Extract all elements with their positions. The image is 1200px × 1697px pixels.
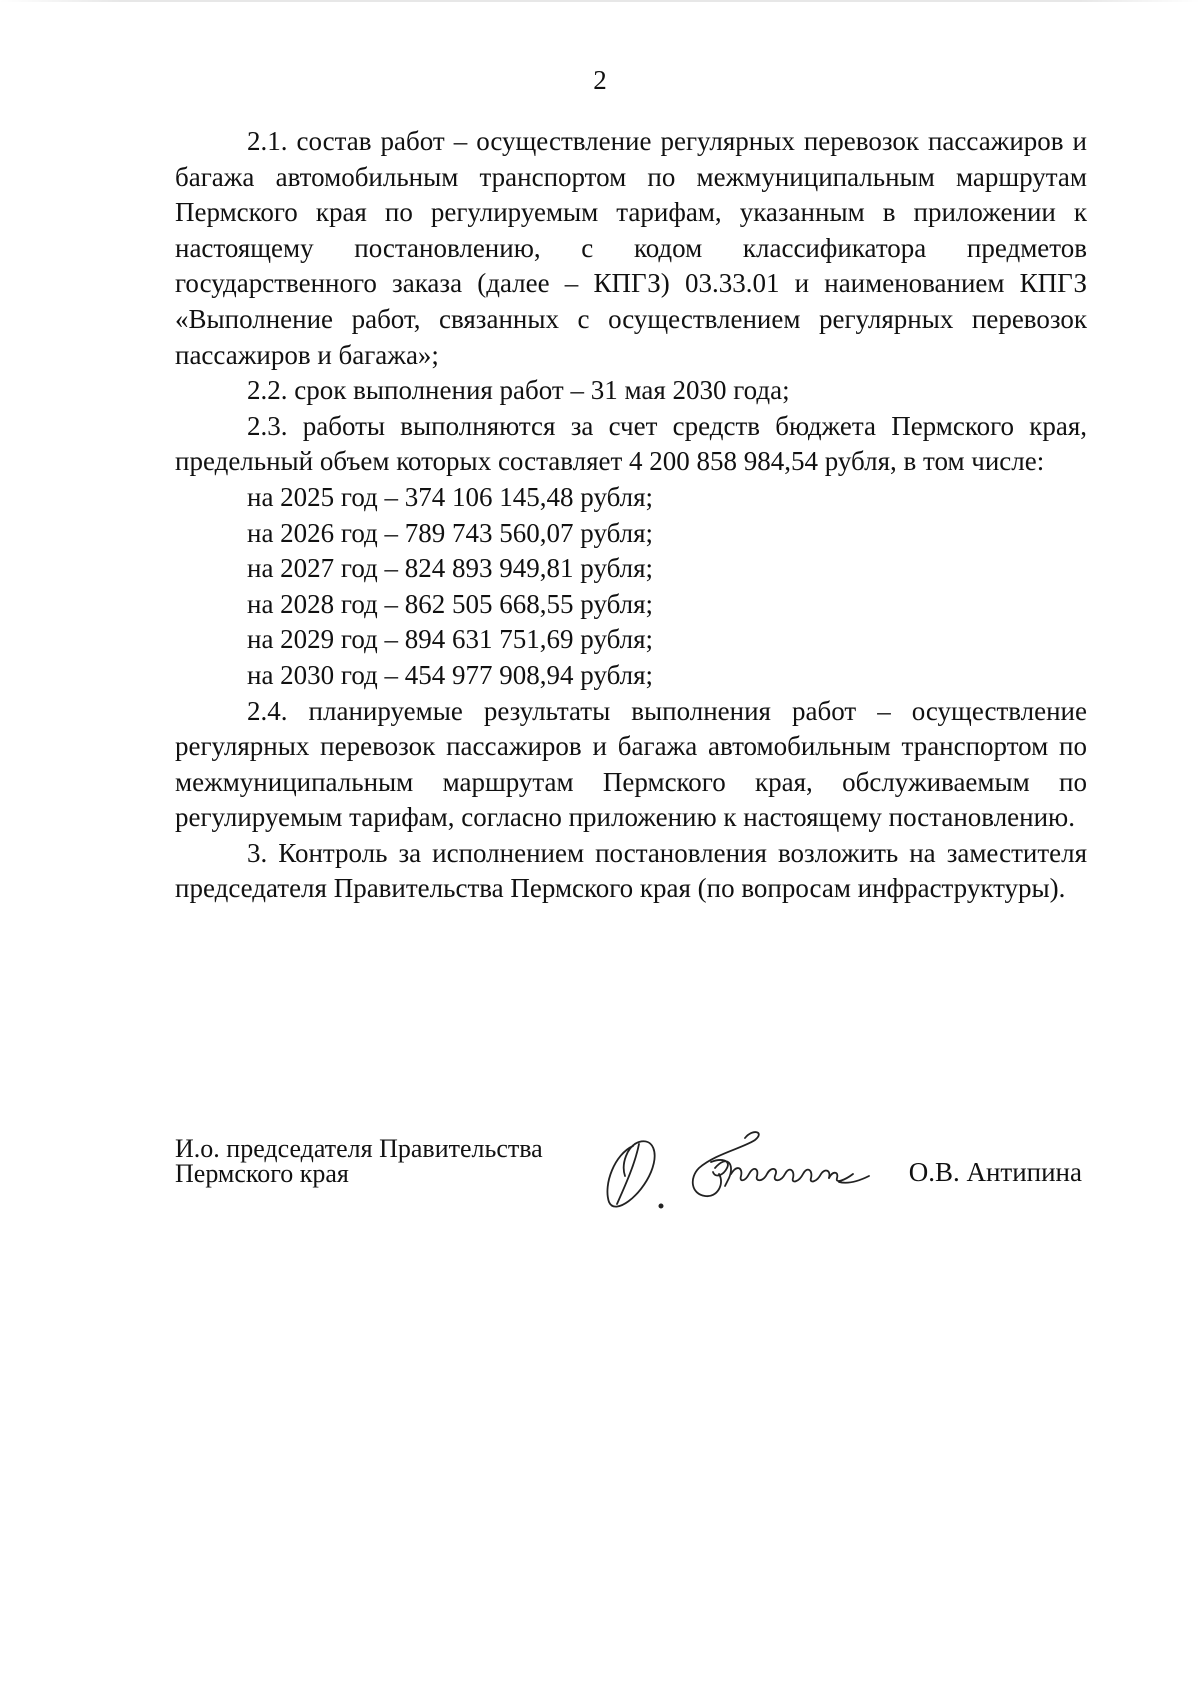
budget-line-2029: на 2029 год – 894 631 751,69 рубля; <box>247 624 654 655</box>
signatory-title-line-1: И.о. председателя Правительства <box>175 1134 543 1163</box>
paragraph-2-3: 2.3. работы выполняются за счет средств бюджета Пермского края, предельный объем которых составляет 4 200 858 984,54 рубля, в том числе: <box>175 410 1087 477</box>
budget-line-2030: на 2030 год – 454 977 908,94 рубля; <box>247 659 654 690</box>
page-number: 2 <box>593 65 607 95</box>
document-body <box>175 124 1087 907</box>
signatory-title <box>175 1136 543 1186</box>
scan-edge <box>0 0 1200 2</box>
budget-line-2027: на 2027 год – 824 893 949,81 рубля; <box>247 553 654 584</box>
budget-line-2026: на 2026 год – 789 743 560,07 рубля; <box>247 517 654 548</box>
paragraph-2-1: 2.1. состав работ – осуществление регулярных перевозок пассажиров и багажа автомобильным транспортом по межмуниципальным маршрутам Пермского края по регулируемым тарифам, указанным в приложении к настоящему постановлению, с кодом классификатора предметов государственного заказа (далее – КПГЗ) 03.33.01 и наименованием КПГЗ «Выполнение работ, связанных с осуществлением регулярных перевозок пассажиров и багажа»; <box>175 126 1087 370</box>
signatory-name: О.В. Антипина <box>908 1157 1082 1187</box>
handwritten-signature-icon <box>595 1124 885 1214</box>
budget-line-2028: на 2028 год – 862 505 668,55 рубля; <box>247 588 654 619</box>
signature-block <box>175 1134 1087 1224</box>
signatory-title-line-2: Пермского края <box>175 1159 349 1188</box>
budget-line-2025: на 2025 год – 374 106 145,48 рубля; <box>247 481 654 512</box>
paragraph-3: 3. Контроль за исполнением постановления возложить на заместителя председателя Правительства Пермского края (по вопросам инфраструктуры). <box>175 837 1087 904</box>
paragraph-2-2: 2.2. срок выполнения работ – 31 мая 2030 года; <box>247 375 790 406</box>
paragraph-2-4: 2.4. планируемые результаты выполнения работ – осуществление регулярных перевозок пассажиров и багажа автомобильным транспортом по межмуниципальным маршрутам Пермского края, обслуживаемым по регулируемым тарифам, согласно приложению к настоящему постановлению. <box>175 695 1087 833</box>
